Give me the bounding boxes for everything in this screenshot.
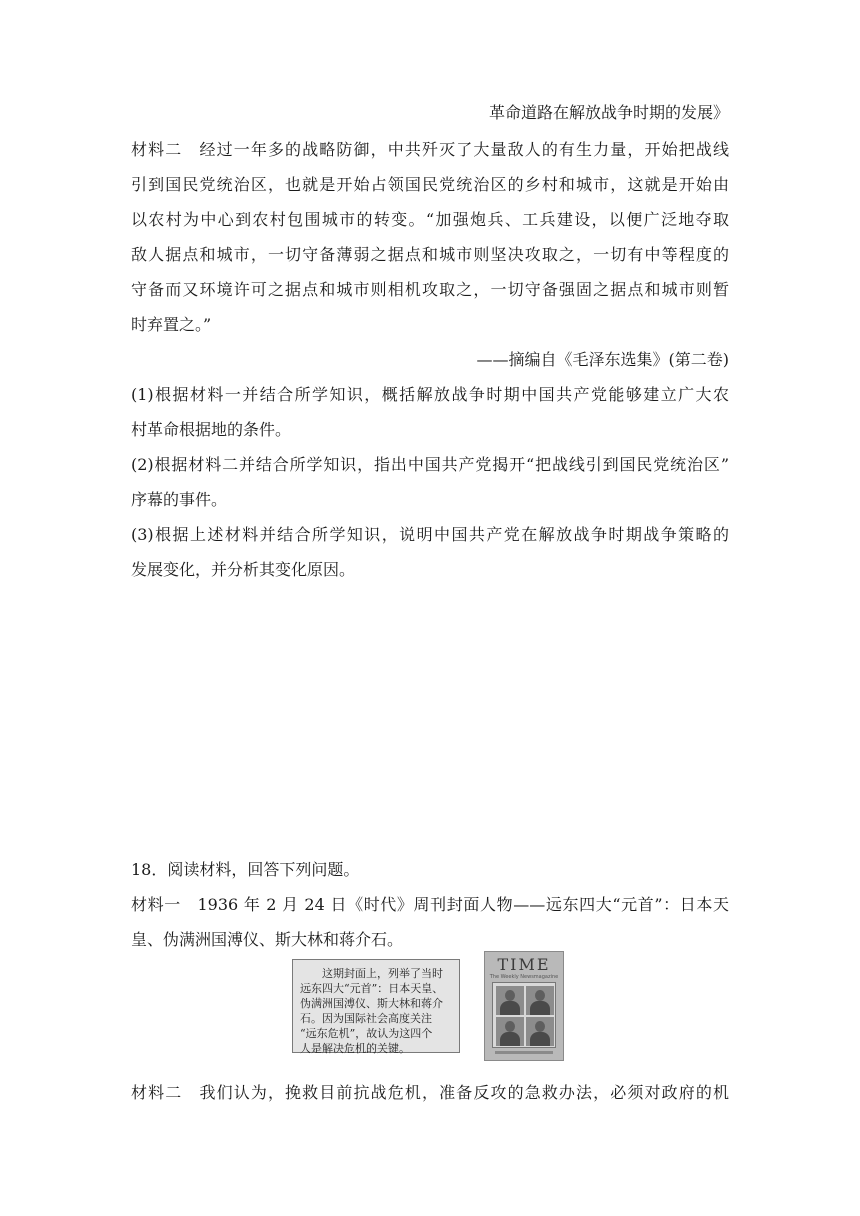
time-cover-image	[484, 951, 564, 1061]
material-1-line-cont: 皇、伪满洲国溥仪、斯大林和蒋介石。	[131, 930, 404, 949]
portrait-photo	[496, 986, 524, 1015]
question-1: (1)根据材料一并结合所学知识，概括解放战争时期中国共产党能够建立广大农	[131, 385, 729, 404]
question-2: (2)根据材料二并结合所学知识，指出中国共产党揭开“把战线引到国民党统治区”	[131, 455, 729, 474]
portrait-photo	[526, 1017, 554, 1046]
material-2-line: 材料二 我们认为，挽救目前抗战危机，准备反攻的急救办法，必须对政府的机	[131, 1083, 729, 1102]
cover-footer-bar	[495, 1051, 553, 1054]
paragraph-line: 守备而又环境许可之据点和城市则相机攻取之，一切守备强固之据点和城市则暂	[131, 280, 729, 299]
paragraph-line: 敌人据点和城市，一切守备薄弱之据点和城市则坚决攻取之，一切有中等程度的	[131, 245, 729, 264]
cover-title: TIME	[497, 955, 551, 974]
question-3: (3)根据上述材料并结合所学知识，说明中国共产党在解放战争时期战争策略的	[131, 525, 729, 544]
question-3-cont: 发展变化，并分析其变化原因。	[131, 560, 356, 579]
figure-caption: 这期封面上，列举了当时 远东四大“元首”：日本天皇、 伪满洲国溥仪、斯大林和蒋介 石。因为国际社会高度关注 “远东危机”，故认为这四个 人是解决危机的关键。	[292, 959, 460, 1053]
cover-subtitle: The Weekly Newsmagazine	[489, 974, 559, 980]
portrait-photo	[526, 986, 554, 1015]
source-line-top: 革命道路在解放战争时期的发展》	[488, 103, 729, 122]
paragraph-line: 材料二 经过一年多的战略防御，中共歼灭了大量敌人的有生力量，开始把战线	[131, 140, 729, 159]
question-1-cont: 村革命根据地的条件。	[131, 420, 292, 439]
paragraph-line: 时弃置之。”	[131, 315, 212, 334]
paragraph-line: 以农村为中心到农村包围城市的转变。“加强炮兵、工兵建设，以便广泛地夺取	[131, 210, 729, 229]
question-2-cont: 序幕的事件。	[131, 490, 228, 509]
question-18-heading: 18．阅读材料，回答下列问题。	[131, 860, 360, 879]
portrait-photo	[496, 1017, 524, 1046]
paragraph-line: 引到国民党统治区，也就是开始占领国民党统治区的乡村和城市，这就是开始由	[131, 175, 729, 194]
material-1-line: 材料一 1936 年 2 月 24 日《时代》周刊封面人物——远东四大“元首”：日本天	[131, 895, 729, 914]
source-citation: ——摘编自《毛泽东选集》(第二卷)	[476, 350, 729, 369]
cover-portraits	[492, 982, 556, 1048]
